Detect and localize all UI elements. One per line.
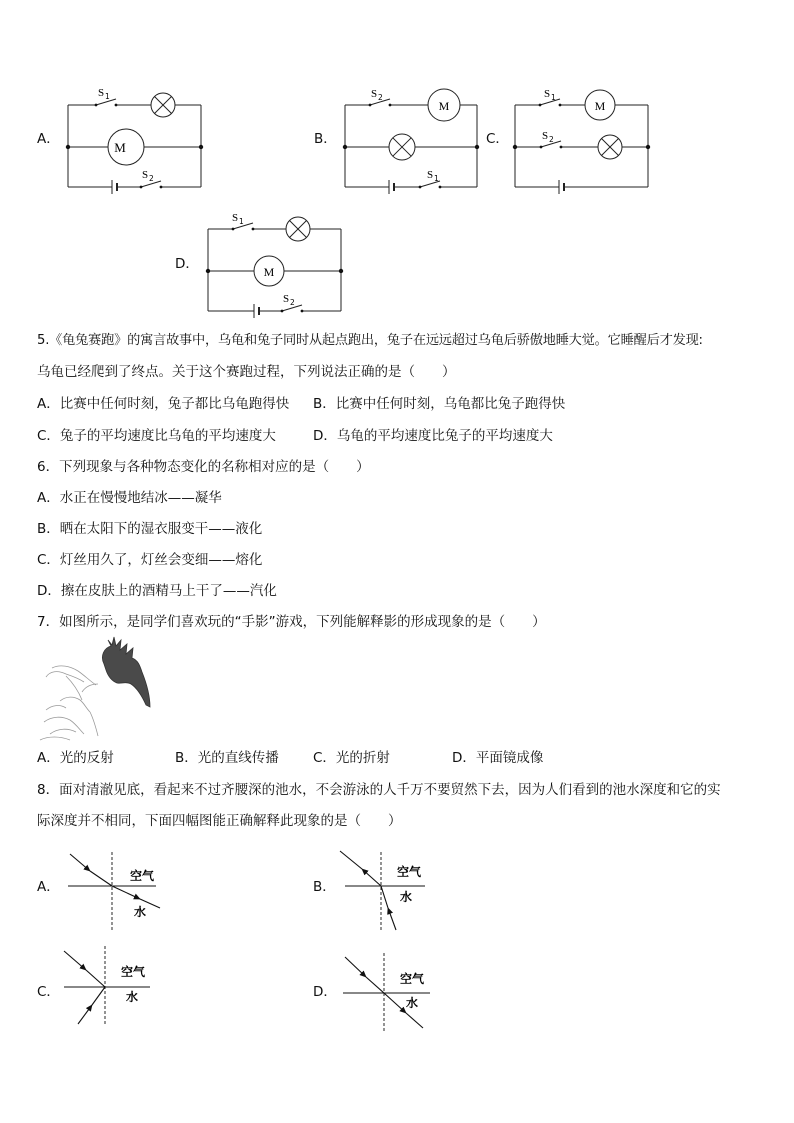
switch-s1-subscript: 1 (434, 174, 439, 183)
air-label: 空气 (397, 865, 422, 879)
switch-s1-label: S (98, 87, 105, 99)
q7-option-c: C．光的折射 (313, 750, 390, 766)
switch-s2-label: S (142, 169, 149, 181)
q4-option-a-label: A． (37, 131, 60, 147)
q8-option-d-label: D． (313, 984, 337, 1000)
q6-option-b: B．晒在太阳下的湿衣服变干——液化 (37, 521, 263, 537)
q4-option-c-label: C． (486, 131, 509, 147)
air-label: 空气 (400, 972, 425, 986)
q5-option-d: D．乌龟的平均速度比兔子的平均速度大 (313, 428, 553, 444)
switch-s1-subscript: 1 (551, 93, 556, 102)
air-label: 空气 (121, 965, 146, 979)
q8-stem-line2: 际深度并不相同，下面四幅图能正确解释此现象的是（ ） (37, 813, 402, 829)
switch-s2-subscript: 2 (290, 298, 295, 307)
switch-s1-label: S (544, 88, 551, 100)
q8-option-c-label: C． (37, 984, 60, 1000)
q6-option-a: A．水正在慢慢地结冰——凝华 (37, 490, 222, 506)
q5-stem-line1: 5.《龟兔赛跑》的寓言故事中，乌龟和兔子同时从起点跑出，兔子在远远超过乌龟后骄傲地睡大觉。它睡醒后才发现: (37, 333, 703, 348)
q7-option-a: A．光的反射 (37, 750, 114, 766)
switch-s2-label: S (283, 293, 290, 305)
water-label: 水 (406, 996, 419, 1010)
q8-stem-line1: 8．面对清澈见底，看起来不过齐腰深的池水，不会游泳的人千万不要贸然下去，因为人们看到的池水深度和它的实 (37, 782, 721, 798)
switch-s1-subscript: 1 (105, 92, 110, 101)
refraction-diagram-d (343, 953, 430, 1033)
switch-s2-subscript: 2 (149, 174, 154, 183)
q5-stem-line2: 乌龟已经爬到了终点。关于这个赛跑过程，下列说法正确的是（ ） (37, 364, 456, 380)
refraction-diagram-c (64, 946, 150, 1026)
q6-option-d: D．擦在皮肤上的酒精马上干了——汽化 (37, 583, 277, 599)
motor-label: M (263, 265, 275, 279)
water-label: 水 (400, 890, 413, 904)
air-label: 空气 (130, 869, 155, 883)
motor-label: M (114, 140, 126, 155)
switch-s1-subscript: 1 (239, 217, 244, 226)
switch-s2-subscript: 2 (549, 135, 554, 144)
q8-option-b-label: B． (313, 879, 336, 895)
q6-option-c: C．灯丝用久了，灯丝会变细——熔化 (37, 552, 263, 568)
water-label: 水 (126, 990, 139, 1004)
motor-label: M (594, 99, 606, 113)
switch-s2-label: S (371, 88, 378, 100)
q4-option-d-label: D． (175, 256, 199, 272)
q7-option-b: B．光的直线传播 (175, 750, 279, 766)
q6-stem: 6．下列现象与各种物态变化的名称相对应的是（ ） (37, 459, 370, 475)
q5-option-a: A．比赛中任何时刻，兔子都比乌龟跑得快 (37, 396, 290, 412)
q8-option-a-label: A． (37, 879, 60, 895)
q5-option-b: B．比赛中任何时刻，乌龟都比兔子跑得快 (313, 396, 566, 412)
switch-s2-subscript: 2 (378, 93, 383, 102)
motor-label: M (438, 99, 450, 113)
q7-stem: 7．如图所示，是同学们喜欢玩的“手影”游戏，下列能解释影的形成现象的是（ ） (37, 614, 546, 630)
q5-option-c: C．兔子的平均速度比乌龟的平均速度大 (37, 428, 276, 444)
q4-option-b-label: B． (314, 131, 337, 147)
refraction-diagram-a (68, 852, 160, 932)
water-label: 水 (134, 905, 147, 919)
switch-s1-label: S (232, 212, 239, 224)
q7-option-d: D．平面镜成像 (452, 750, 544, 766)
switch-s1-label: S (427, 169, 434, 181)
switch-s2-label: S (542, 130, 549, 142)
refraction-diagram-b (340, 851, 425, 932)
